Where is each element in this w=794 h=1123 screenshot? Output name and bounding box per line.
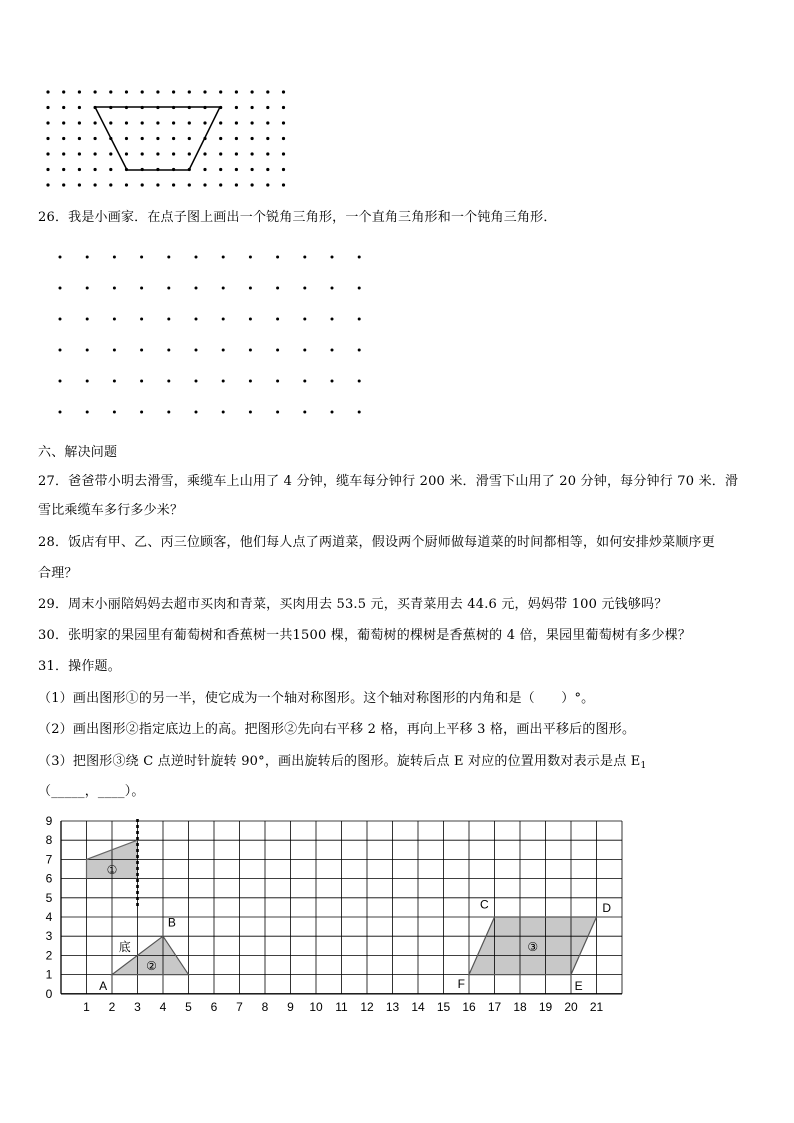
grid-dot bbox=[266, 106, 269, 109]
grid-dot bbox=[62, 106, 65, 109]
x-tick-label: 11 bbox=[335, 999, 348, 1014]
point-label-c: C bbox=[479, 897, 489, 912]
grid-dot bbox=[188, 183, 191, 186]
shape-2-label: ② bbox=[146, 959, 157, 973]
y-tick-label: 5 bbox=[45, 890, 53, 905]
grid-dot bbox=[249, 349, 252, 352]
grid-dot bbox=[113, 411, 116, 414]
grid-dot bbox=[86, 411, 89, 414]
grid-dot bbox=[266, 168, 269, 171]
shape-3-label: ③ bbox=[527, 939, 539, 954]
x-tick-label: 12 bbox=[360, 999, 374, 1014]
grid-dot bbox=[222, 256, 225, 259]
grid-dot bbox=[195, 287, 198, 290]
grid-dot bbox=[195, 318, 198, 321]
grid-dot bbox=[222, 349, 225, 352]
grid-dot bbox=[172, 137, 175, 140]
grid-dot bbox=[46, 183, 49, 186]
grid-dot bbox=[331, 349, 334, 352]
grid-dot bbox=[266, 183, 269, 186]
grid-dot bbox=[59, 380, 62, 383]
grid-dot bbox=[62, 183, 65, 186]
grid-dot bbox=[141, 137, 144, 140]
grid-dot bbox=[282, 90, 285, 93]
grid-dot bbox=[109, 121, 112, 124]
question-31-part2: （2）画出图形②指定底边上的高。把图形②先向右平移 2 格，再向上平移 3 格，画出平移后的图形。 bbox=[38, 722, 636, 737]
grid-dot bbox=[141, 90, 144, 93]
question-31-title: 31．操作题。 bbox=[38, 659, 121, 674]
x-tick-label: 4 bbox=[159, 999, 167, 1014]
y-tick-label: 7 bbox=[45, 852, 53, 867]
grid-dot bbox=[235, 183, 238, 186]
x-tick-label: 16 bbox=[462, 999, 476, 1014]
grid-dot bbox=[109, 168, 112, 171]
grid-dot bbox=[195, 256, 198, 259]
grid-dot bbox=[276, 256, 279, 259]
grid-dot bbox=[276, 411, 279, 414]
grid-dot bbox=[251, 152, 254, 155]
coordinate-grid bbox=[0, 810, 794, 1020]
grid-dot bbox=[303, 411, 306, 414]
grid-dot bbox=[235, 152, 238, 155]
grid-dot bbox=[140, 318, 143, 321]
grid-dot bbox=[125, 90, 128, 93]
grid-dot bbox=[266, 137, 269, 140]
grid-dot bbox=[46, 121, 49, 124]
grid-dot bbox=[113, 349, 116, 352]
grid-dot bbox=[358, 318, 361, 321]
grid-dot bbox=[113, 380, 116, 383]
grid-dot bbox=[78, 183, 81, 186]
question-27-line1: 27．爸爸带小明去滑雪，乘缆车上山用了 4 分钟，缆车每分钟行 200 米．滑雪下山用了 20 分钟，每分钟行 70 米．滑 bbox=[38, 474, 739, 489]
grid-dot bbox=[140, 380, 143, 383]
x-tick-label: 20 bbox=[564, 999, 578, 1014]
grid-dot bbox=[282, 137, 285, 140]
grid-dot bbox=[235, 137, 238, 140]
grid-dot bbox=[303, 318, 306, 321]
y-tick-label: 9 bbox=[45, 814, 53, 828]
grid-dot bbox=[125, 121, 128, 124]
grid-dot bbox=[188, 90, 191, 93]
y-tick-label: 8 bbox=[45, 833, 53, 848]
grid-dot bbox=[172, 121, 175, 124]
grid-dot bbox=[235, 90, 238, 93]
grid-dot bbox=[94, 121, 97, 124]
grid-dot bbox=[358, 256, 361, 259]
y-tick-label: 6 bbox=[45, 871, 53, 886]
x-tick-label: 10 bbox=[309, 999, 323, 1014]
grid-dot bbox=[78, 152, 81, 155]
grid-dot bbox=[46, 152, 49, 155]
grid-dot bbox=[125, 152, 128, 155]
grid-dot bbox=[203, 90, 206, 93]
point-label-a: A bbox=[99, 978, 108, 993]
grid-dot bbox=[86, 318, 89, 321]
grid-dot bbox=[140, 256, 143, 259]
grid-dot bbox=[331, 411, 334, 414]
grid-dot bbox=[59, 287, 62, 290]
grid-dot bbox=[46, 168, 49, 171]
grid-dot bbox=[62, 121, 65, 124]
grid-dot bbox=[140, 349, 143, 352]
grid-dot bbox=[113, 287, 116, 290]
grid-dot bbox=[235, 121, 238, 124]
grid-dot bbox=[282, 168, 285, 171]
grid-dot bbox=[188, 137, 191, 140]
grid-dot bbox=[222, 380, 225, 383]
x-tick-label: 5 bbox=[185, 999, 192, 1014]
grid-dot bbox=[331, 287, 334, 290]
x-tick-label: 8 bbox=[261, 999, 269, 1014]
grid-dot bbox=[219, 90, 222, 93]
grid-dot bbox=[94, 168, 97, 171]
grid-dot bbox=[251, 121, 254, 124]
question-31-part3-subscript: 1 bbox=[640, 761, 647, 771]
y-tick-label: 1 bbox=[45, 967, 53, 982]
grid-dot bbox=[282, 106, 285, 109]
grid-dot bbox=[125, 183, 128, 186]
grid-dot bbox=[276, 380, 279, 383]
grid-dot bbox=[167, 349, 170, 352]
grid-dot bbox=[222, 318, 225, 321]
grid-dot bbox=[86, 256, 89, 259]
grid-dot bbox=[140, 411, 143, 414]
grid-dot bbox=[167, 287, 170, 290]
grid-dot bbox=[203, 152, 206, 155]
grid-dot bbox=[203, 121, 206, 124]
point-label-b: B bbox=[167, 915, 176, 930]
question-28-line2: 合理？ bbox=[38, 566, 78, 581]
grid-dot bbox=[282, 152, 285, 155]
grid-dot bbox=[167, 318, 170, 321]
grid-dot bbox=[358, 349, 361, 352]
grid-dot bbox=[188, 152, 191, 155]
grid-dot bbox=[140, 287, 143, 290]
trapezoid-dot-grid bbox=[0, 0, 794, 200]
grid-dot bbox=[266, 121, 269, 124]
grid-dot bbox=[219, 152, 222, 155]
grid-dot bbox=[172, 183, 175, 186]
grid-dot bbox=[303, 287, 306, 290]
question-31-part4: （_____，____）。 bbox=[38, 784, 145, 799]
grid-dot bbox=[358, 287, 361, 290]
x-tick-label: 17 bbox=[487, 999, 502, 1014]
grid-dot bbox=[59, 318, 62, 321]
grid-dot bbox=[249, 380, 252, 383]
question-26: 26．我是小画家．在点子图上画出一个锐角三角形，一个直角三角形和一个钝角三角形． bbox=[38, 210, 557, 225]
question-28-line1: 28．饭店有甲、乙、丙三位顾客，他们每人点了两道菜，假设两个厨师做每道菜的时间都相等，如何安排炒菜顺序更 bbox=[38, 535, 715, 550]
grid-dot bbox=[86, 287, 89, 290]
grid-dot bbox=[141, 121, 144, 124]
grid-dot bbox=[235, 106, 238, 109]
grid-dot bbox=[78, 106, 81, 109]
grid-dot bbox=[62, 168, 65, 171]
grid-dot bbox=[303, 380, 306, 383]
section-title: 六、解决问题 bbox=[38, 445, 118, 460]
grid-dot bbox=[276, 349, 279, 352]
grid-dot bbox=[282, 183, 285, 186]
grid-dot bbox=[156, 90, 159, 93]
x-tick-label: 18 bbox=[513, 999, 527, 1014]
grid-dot bbox=[251, 90, 254, 93]
grid-dot bbox=[59, 411, 62, 414]
y-tick-label: 4 bbox=[45, 910, 53, 924]
grid-dot bbox=[167, 411, 170, 414]
grid-dot bbox=[94, 137, 97, 140]
x-tick-label: 13 bbox=[385, 999, 400, 1014]
question-27-line2: 雪比乘缆车多行多少米？ bbox=[38, 503, 184, 518]
shape-1-label: ① bbox=[106, 863, 118, 877]
grid-dot bbox=[46, 90, 49, 93]
y-tick-label: 0 bbox=[45, 986, 53, 1001]
grid-dot bbox=[167, 380, 170, 383]
grid-dot bbox=[195, 411, 198, 414]
grid-dot bbox=[219, 183, 222, 186]
x-tick-label: 6 bbox=[210, 999, 218, 1014]
grid-dot bbox=[249, 318, 252, 321]
base-label: 底 bbox=[118, 939, 131, 954]
grid-dot bbox=[46, 106, 49, 109]
grid-dot bbox=[303, 349, 306, 352]
grid-dot bbox=[78, 137, 81, 140]
grid-dot bbox=[303, 256, 306, 259]
point-label-d: D bbox=[602, 901, 612, 916]
grid-dot bbox=[251, 183, 254, 186]
grid-dot bbox=[276, 287, 279, 290]
question-29: 29．周末小丽陪妈妈去超市买肉和青菜，买肉用去 53.5 元，买青菜用去 44.6 元，妈妈带 100 元钱够吗？ bbox=[38, 597, 668, 612]
grid-dot bbox=[331, 380, 334, 383]
x-tick-label: 19 bbox=[538, 999, 553, 1014]
grid-dot bbox=[172, 152, 175, 155]
grid-dot bbox=[219, 121, 222, 124]
question-30: 30．张明家的果园里有葡萄树和香蕉树一共1500 棵，葡萄树的棵树是香蕉树的 4 倍，果园里葡萄树有多少棵？ bbox=[38, 628, 692, 643]
x-tick-label: 2 bbox=[108, 999, 116, 1014]
grid-dot bbox=[62, 90, 65, 93]
grid-dot bbox=[156, 183, 159, 186]
grid-dot bbox=[203, 168, 206, 171]
grid-dot bbox=[86, 349, 89, 352]
grid-dot bbox=[249, 287, 252, 290]
grid-dot bbox=[156, 121, 159, 124]
grid-dot bbox=[78, 90, 81, 93]
x-tick-label: 15 bbox=[436, 999, 451, 1014]
grid-dot bbox=[219, 137, 222, 140]
grid-dot bbox=[141, 183, 144, 186]
grid-dot bbox=[188, 121, 191, 124]
grid-dot bbox=[219, 168, 222, 171]
x-tick-label: 9 bbox=[287, 999, 294, 1014]
grid-dot bbox=[251, 106, 254, 109]
grid-dot bbox=[276, 318, 279, 321]
point-label-e: E bbox=[574, 978, 583, 993]
x-tick-label: 7 bbox=[236, 999, 243, 1014]
grid-dot bbox=[156, 137, 159, 140]
grid-dot bbox=[109, 90, 112, 93]
blank-dot-grid bbox=[0, 240, 794, 430]
grid-dot bbox=[141, 152, 144, 155]
grid-dot bbox=[94, 90, 97, 93]
x-tick-label: 3 bbox=[134, 999, 141, 1014]
grid-dot bbox=[62, 137, 65, 140]
grid-dot bbox=[59, 349, 62, 352]
grid-dot bbox=[251, 137, 254, 140]
grid-dot bbox=[282, 121, 285, 124]
grid-dot bbox=[156, 152, 159, 155]
x-tick-label: 14 bbox=[411, 999, 425, 1014]
grid-dot bbox=[203, 183, 206, 186]
y-tick-label: 2 bbox=[45, 948, 53, 963]
y-tick-label: 3 bbox=[45, 929, 53, 944]
grid-dot bbox=[78, 121, 81, 124]
grid-dot bbox=[331, 318, 334, 321]
grid-dot bbox=[125, 137, 128, 140]
grid-dot bbox=[78, 168, 81, 171]
grid-dot bbox=[331, 256, 334, 259]
grid-dot bbox=[167, 256, 170, 259]
grid-dot bbox=[251, 168, 254, 171]
grid-dot bbox=[113, 318, 116, 321]
x-tick-label: 21 bbox=[589, 999, 604, 1014]
grid-dot bbox=[86, 380, 89, 383]
question-31-part3-text: （3）把图形③绕 C 点逆时针旋转 90°，画出旋转后的图形。旋转后点 E 对应的位置用数对表示是点 E bbox=[38, 754, 641, 769]
grid-dot bbox=[222, 287, 225, 290]
grid-dot bbox=[358, 411, 361, 414]
question-31-part1: （1）画出图形①的另一半，使它成为一个轴对称图形。这个轴对称图形的内角和是（ ）°。 bbox=[38, 691, 595, 706]
point-label-f: F bbox=[457, 977, 466, 992]
grid-dot bbox=[113, 256, 116, 259]
grid-dot bbox=[94, 183, 97, 186]
grid-dot bbox=[62, 152, 65, 155]
grid-dot bbox=[235, 168, 238, 171]
grid-dot bbox=[358, 380, 361, 383]
grid-dot bbox=[172, 90, 175, 93]
grid-dot bbox=[195, 349, 198, 352]
grid-dot bbox=[109, 152, 112, 155]
grid-dot bbox=[195, 380, 198, 383]
grid-dot bbox=[222, 411, 225, 414]
x-tick-label: 1 bbox=[83, 999, 90, 1014]
grid-dot bbox=[266, 152, 269, 155]
grid-dot bbox=[59, 256, 62, 259]
grid-dot bbox=[94, 152, 97, 155]
grid-dot bbox=[109, 183, 112, 186]
grid-dot bbox=[266, 90, 269, 93]
grid-dot bbox=[249, 256, 252, 259]
question-31-part3 bbox=[38, 750, 646, 771]
grid-dot bbox=[249, 411, 252, 414]
grid-dot bbox=[46, 137, 49, 140]
